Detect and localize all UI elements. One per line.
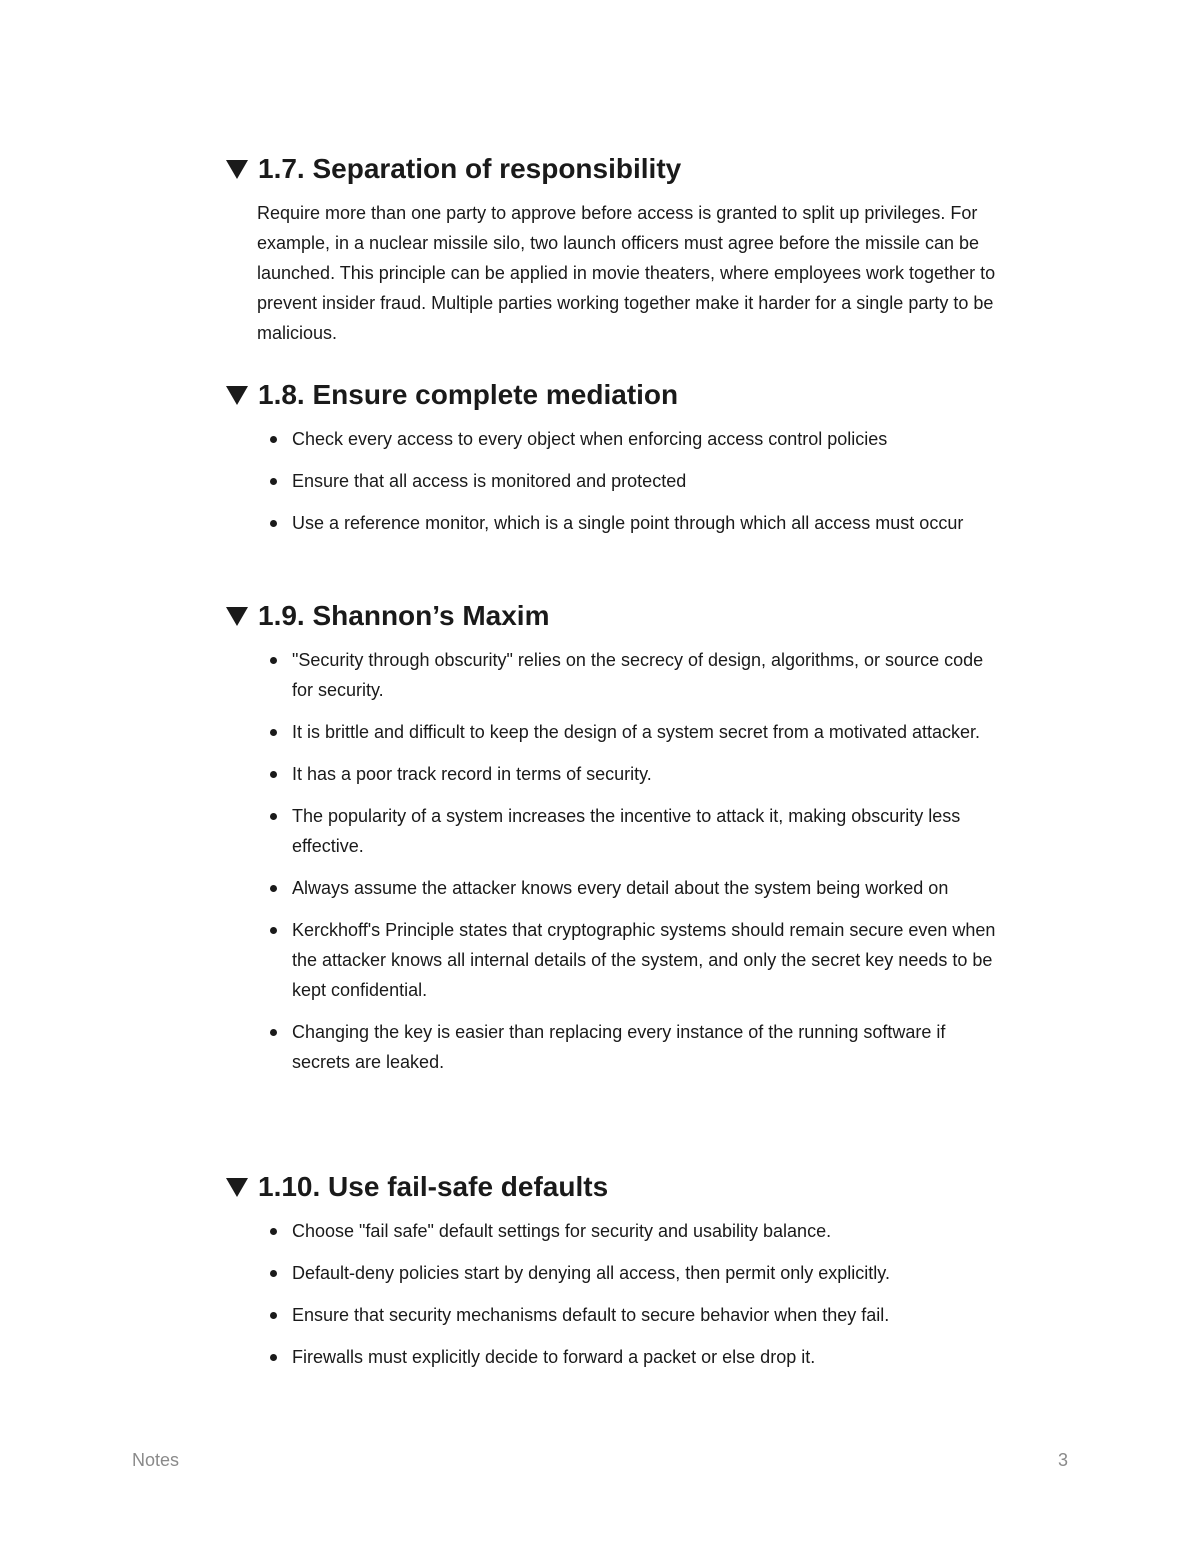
list-item: Ensure that all access is monitored and protected xyxy=(257,466,1002,496)
bullet-icon xyxy=(270,729,277,736)
bullet-icon xyxy=(270,813,277,820)
section-shannons-maxim xyxy=(226,599,1016,1089)
list-item: It is brittle and difficult to keep the design of a system secret from a motivated attacker. xyxy=(257,717,1002,747)
collapse-toggle-icon[interactable] xyxy=(226,160,248,179)
bullet-icon xyxy=(270,657,277,664)
bullet-icon xyxy=(270,1228,277,1235)
bullet-icon xyxy=(270,1270,277,1277)
bullet-list xyxy=(257,645,1002,1077)
section-heading[interactable] xyxy=(226,599,1016,633)
section-use-fail-safe-defaults xyxy=(226,1170,1016,1384)
list-item: Always assume the attacker knows every detail about the system being worked on xyxy=(257,873,1002,903)
section-heading[interactable] xyxy=(226,1170,1016,1204)
list-item: "Security through obscurity" relies on the secrecy of design, algorithms, or source code for security. xyxy=(257,645,1002,705)
section-title: 1.10. Use fail-safe defaults xyxy=(258,1171,609,1202)
list-item: Default-deny policies start by denying all access, then permit only explicitly. xyxy=(257,1258,1002,1288)
section-heading[interactable] xyxy=(226,152,1016,186)
page-number: 3 xyxy=(1058,1450,1069,1470)
bullet-icon xyxy=(270,771,277,778)
list-item: It has a poor track record in terms of security. xyxy=(257,759,1002,789)
section-title: 1.8. Ensure complete mediation xyxy=(258,379,679,410)
list-item: Choose "fail safe" default settings for security and usability balance. xyxy=(257,1216,1002,1246)
bullet-icon xyxy=(270,927,277,934)
list-item: Firewalls must explicitly decide to forward a packet or else drop it. xyxy=(257,1342,1002,1372)
bullet-icon xyxy=(270,436,277,443)
bullet-icon xyxy=(270,885,277,892)
section-heading[interactable] xyxy=(226,378,1016,412)
bullet-list xyxy=(257,424,1002,538)
collapse-toggle-icon[interactable] xyxy=(226,1178,248,1197)
section-title: 1.7. Separation of responsibility xyxy=(258,153,682,184)
bullet-icon xyxy=(270,520,277,527)
bullet-icon xyxy=(270,1029,277,1036)
bullet-icon xyxy=(270,478,277,485)
list-item: Use a reference monitor, which is a single point through which all access must occur xyxy=(257,508,1002,538)
list-item: Kerckhoff's Principle states that cryptographic systems should remain secure even when the attacker knows all internal details of the system, and only the secret key needs to be kept confidential. xyxy=(257,915,1002,1005)
section-separation-of-responsibility xyxy=(226,152,1016,348)
list-item: Changing the key is easier than replacing every instance of the running software if secrets are leaked. xyxy=(257,1017,1002,1077)
section-paragraph: Require more than one party to approve before access is granted to split up privileges. For example, in a nuclear missile silo, two launch officers must agree before the missile can be launched. This principle can be applied in movie theaters, where employees work together to prevent insider fraud. Multiple parties working together make it harder for a single party to be malicious. xyxy=(257,203,996,343)
list-item: The popularity of a system increases the incentive to attack it, making obscurity less effective. xyxy=(257,801,1002,861)
section-title: 1.9. Shannon’s Maxim xyxy=(258,600,550,631)
collapse-toggle-icon[interactable] xyxy=(226,607,248,626)
bullet-icon xyxy=(270,1312,277,1319)
list-item: Ensure that security mechanisms default to secure behavior when they fail. xyxy=(257,1300,1002,1330)
bullet-icon xyxy=(270,1354,277,1361)
collapse-toggle-icon[interactable] xyxy=(226,386,248,405)
bullet-list xyxy=(257,1216,1002,1372)
footer-label: Notes xyxy=(132,1450,180,1470)
list-item: Check every access to every object when enforcing access control policies xyxy=(257,424,1002,454)
section-ensure-complete-mediation xyxy=(226,378,1016,550)
